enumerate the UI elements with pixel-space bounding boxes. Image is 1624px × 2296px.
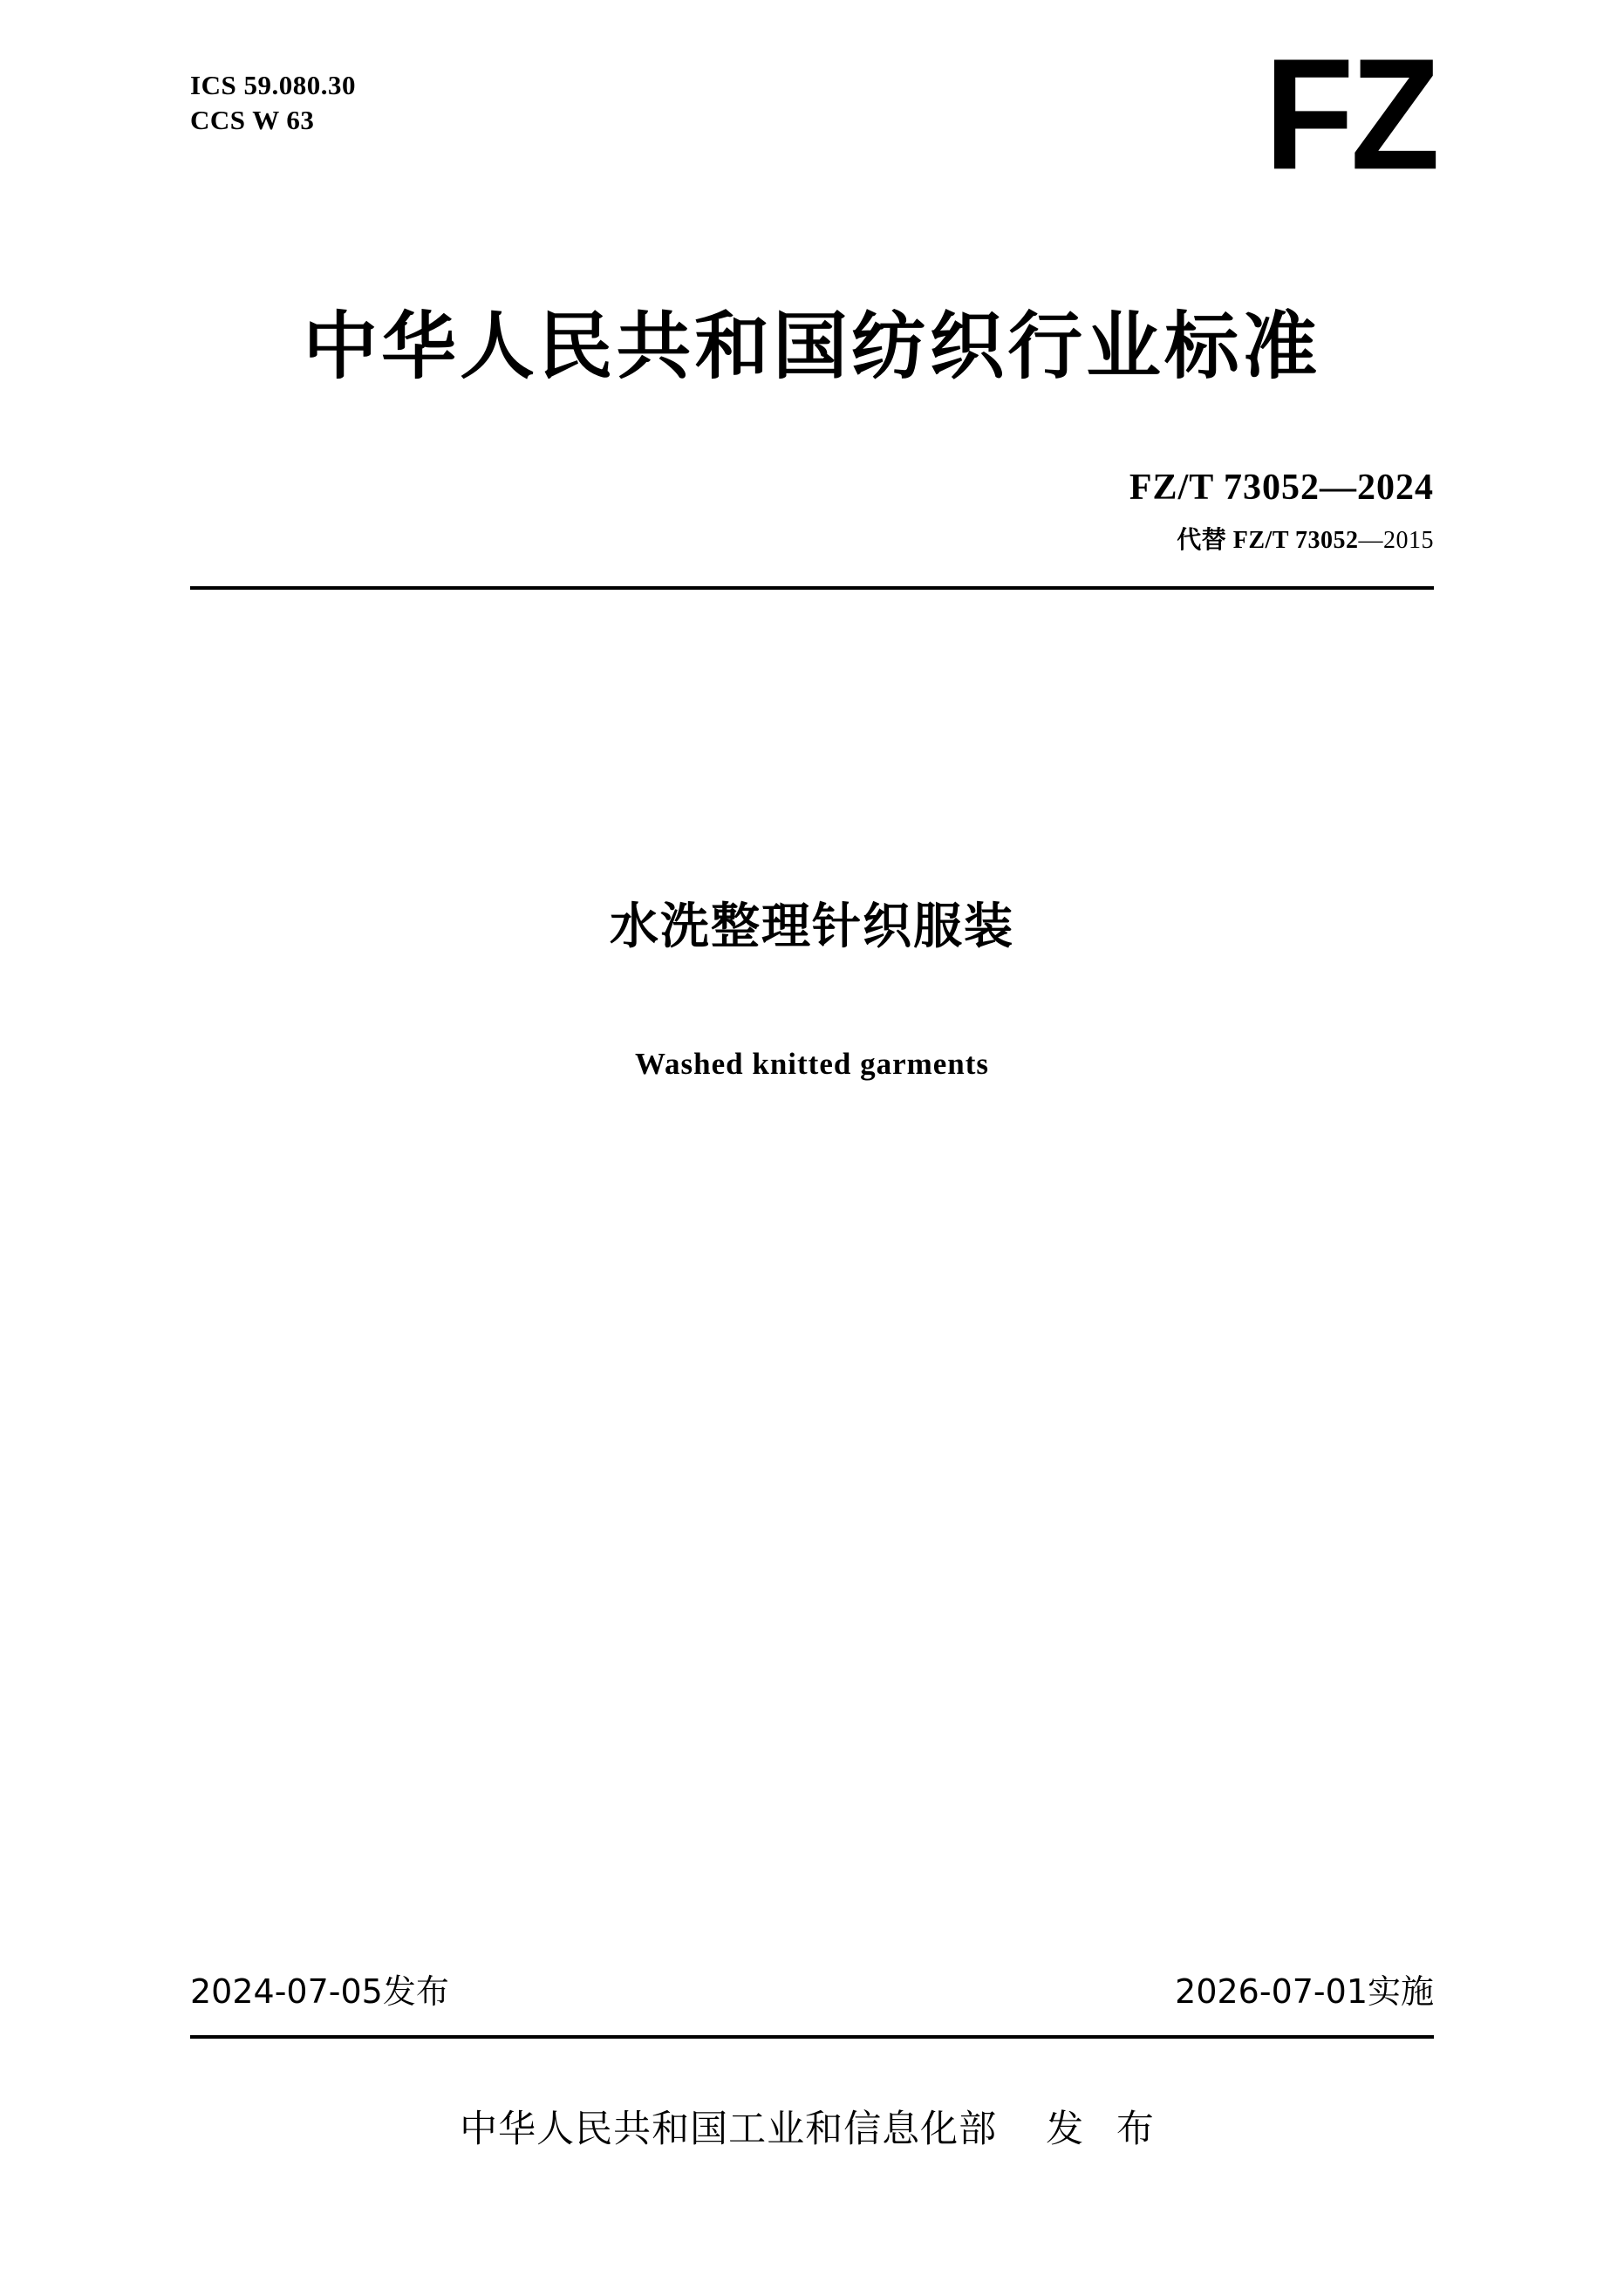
divider-bottom <box>190 2035 1434 2039</box>
issuing-authority-line <box>0 2100 1624 2153</box>
standard-series-title: 中华人民共和国纺织行业标准 <box>303 304 1321 389</box>
ics-code: ICS 59.080.30 <box>190 70 356 100</box>
issue-date: 2024-07-05发布 <box>190 1972 449 2011</box>
replaces-label: 代替 <box>1177 527 1233 554</box>
ccs-code: CCS W 63 <box>190 105 315 136</box>
replaces-year: —2015 <box>1358 527 1434 554</box>
replaced-standard <box>1177 521 1434 556</box>
divider-top <box>190 586 1434 590</box>
standard-number: FZ/T 73052—2024 <box>1129 468 1434 508</box>
fz-logo: FZ <box>1264 25 1436 203</box>
subject-title-english: Washed knitted garments <box>634 1047 990 1081</box>
subject-title-chinese: 水洗整理针织服装 <box>610 899 1014 955</box>
issuing-verb: 发 布 <box>1046 2108 1164 2151</box>
classification-codes <box>190 68 356 139</box>
issuing-authority: 中华人民共和国工业和信息化部 <box>460 2108 998 2151</box>
implementation-date: 2026-07-01实施 <box>1175 1972 1434 2011</box>
replaces-number: FZ/T 73052 <box>1232 527 1359 554</box>
